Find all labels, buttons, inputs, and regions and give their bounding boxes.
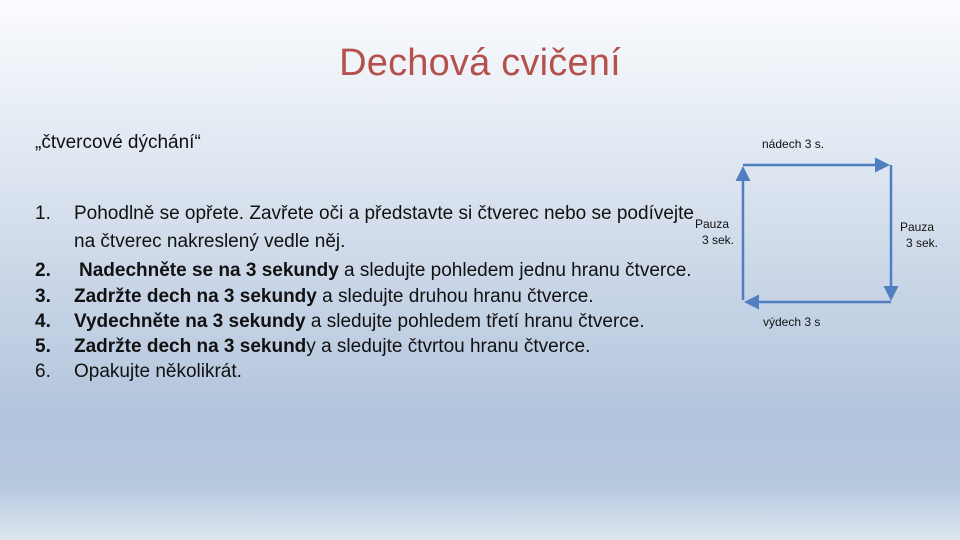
step-item [35,360,715,384]
step-bold-text: Zadržte dech na 3 sekund [74,336,307,357]
step-text: a sledujte pohledem třetí hranu čtverce. [305,311,645,332]
top-label: nádech 3 s. [762,137,825,151]
step-number: 2. [35,260,51,281]
right-label-line-2: 3 sek. [906,236,939,250]
step-item [35,310,715,334]
step-bold-text: Vydechněte na 3 sekundy [74,311,306,332]
right-label-line-1: Pauza [900,220,935,234]
breathing-square-diagram [690,125,960,340]
left-label-line-1: Pauza [695,217,730,231]
step-text: Opakujte několikrát. [74,361,242,382]
step-number: 6. [35,361,51,382]
step-number: 1. [35,203,51,224]
step-number: 3. [35,286,51,307]
step-number: 4. [35,311,51,332]
step-item [35,200,715,256]
steps-list [35,200,715,384]
step-bold-text: Zadržte dech na 3 sekundy [74,286,317,307]
step-item [35,285,715,309]
step-item [35,260,715,282]
step-text: a sledujte pohledem jednu hranu čtverce. [338,260,692,281]
left-label-line-2: 3 sek. [702,233,735,247]
bottom-label: výdech 3 s [763,315,821,329]
slide-subtitle: „čtvercové dýchání“ [35,132,201,153]
step-text: Pohodlně se opřete. Zavřete oči a představte si čtverec nebo se podívejte na čtverec nakreslený vedle něj. [74,203,694,252]
slide-title: Dechová cvičení [339,42,621,84]
step-text: y a sledujte čtvrtou hranu čtverce. [306,336,591,357]
step-text: a sledujte druhou hranu čtverce. [316,286,594,307]
step-bold-text: Nadechněte se na 3 sekundy [79,260,339,281]
step-number: 5. [35,336,51,357]
step-item [35,335,715,359]
